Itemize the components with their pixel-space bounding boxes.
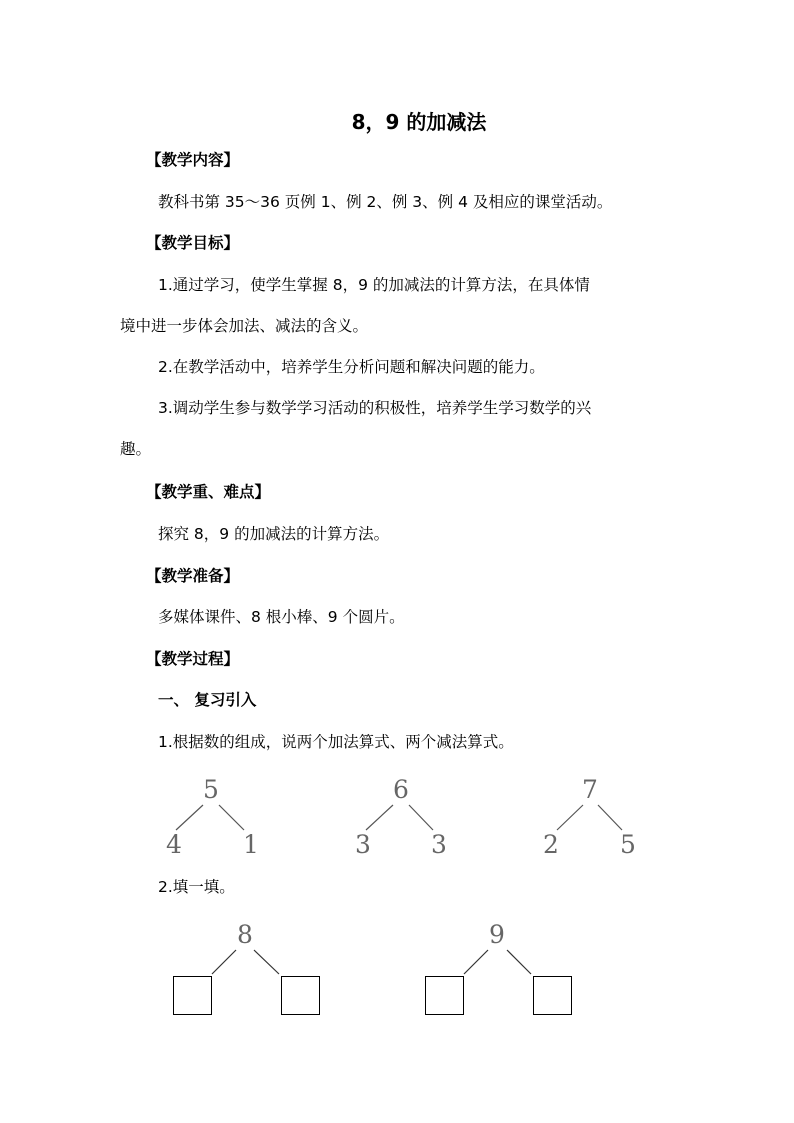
composition-left-number: 3: [355, 830, 371, 859]
content-heading: 【教学内容】: [146, 151, 240, 169]
preparation-text: 多媒体课件、8 根小棒、9 个圆片。: [158, 608, 405, 626]
composition-right-number: 1: [243, 830, 259, 859]
process-heading: 【教学过程】: [146, 650, 240, 668]
goal-1-line-1: 1.通过学习，使学生掌握 8，9 的加减法的计算方法，在具体情: [158, 276, 590, 294]
goal-3-line-1: 3.调动学生参与数学学习活动的积极性，培养学生学习数学的兴: [158, 399, 592, 417]
preparation-heading: 【教学准备】: [146, 567, 240, 585]
composition-left-number: 4: [166, 830, 182, 859]
fill-in-answer-box-right[interactable]: [533, 976, 572, 1015]
goal-2: 2.在教学活动中，培养学生分析问题和解决问题的能力。: [158, 358, 545, 376]
step-1-heading: 一、 复习引入: [158, 691, 257, 709]
fill-in-top-number: 8: [237, 920, 253, 949]
content-text: 教科书第 35～36 页例 1、例 2、例 3、例 4 及相应的课堂活动。: [158, 193, 613, 211]
composition-left-number: 2: [543, 830, 559, 859]
key-points-text: 探究 8，9 的加减法的计算方法。: [158, 525, 390, 543]
composition-top-number: 7: [582, 775, 598, 804]
composition-top-number: 6: [393, 775, 409, 804]
goal-1-line-2: 境中进一步体会加法、减法的含义。: [120, 317, 369, 335]
key-points-heading: 【教学重、难点】: [146, 483, 271, 501]
task-1: 1.根据数的组成，说两个加法算式、两个减法算式。: [158, 733, 514, 751]
fill-in-top-number: 9: [489, 920, 505, 949]
task-2: 2.填一填。: [158, 878, 235, 896]
page-title: 8，9 的加减法: [351, 110, 487, 134]
fill-in-answer-box-left[interactable]: [425, 976, 464, 1015]
goal-3-line-2: 趣。: [120, 440, 152, 458]
composition-right-number: 3: [431, 830, 447, 859]
composition-top-number: 5: [203, 775, 219, 804]
composition-right-number: 5: [620, 830, 636, 859]
goals-heading: 【教学目标】: [146, 234, 240, 252]
